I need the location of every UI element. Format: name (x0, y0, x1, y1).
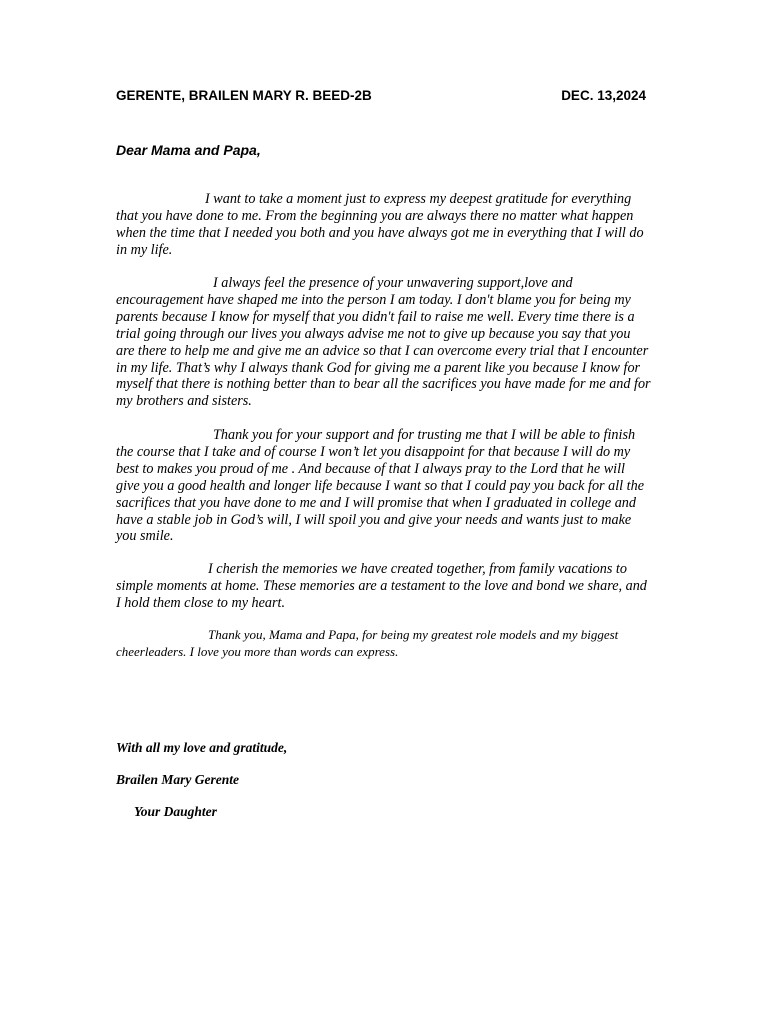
author-name-section: GERENTE, BRAILEN MARY R. BEED-2B (116, 88, 372, 103)
paragraph-text: I cherish the memories we have created together, from family vacations to simple moments at home. These memories are a testament to the love and bond we share, and I hold them close to my heart. (116, 561, 647, 611)
letter-paragraph-1 (116, 191, 652, 259)
letter-paragraph-2 (116, 275, 652, 410)
paragraph-text: Thank you, Mama and Papa, for being my greatest role models and my biggest cheerleaders. I love you more than words can express. (116, 627, 619, 659)
letter-paragraph-3 (116, 427, 652, 545)
paragraph-text: I want to take a moment just to express my deepest gratitude for everything that you have done to me. From the beginning you are always there no matter what happen when the time that I needed you both and you have always got me in everything that I will do in my life. (116, 191, 644, 258)
signature-relation: Your Daughter (134, 804, 217, 819)
salutation: Dear Mama and Papa, (116, 142, 261, 158)
signature-name: Brailen Mary Gerente (116, 772, 239, 787)
closing-line: With all my love and gratitude, (116, 740, 288, 755)
letter-header (116, 88, 646, 103)
letter-date: DEC. 13,2024 (561, 88, 646, 103)
paragraph-text: I always feel the presence of your unwavering support,love and encouragement have shaped me into the person I am today. I don't blame you for being my parents because I know for myself that you didn't fail to raise me well. Every time there is a trial going through our lives you always advise me not to give up because you say that you are there to help me and give me an advice so that I can overcome every trial that I encounter in my life. That’s why I always thank God for giving me a parent like you because I know for myself that there is nothing better than to bear all the sacrifices you have made for me and for my brothers and sisters. (116, 275, 651, 410)
paragraph-text: Thank you for your support and for trusting me that I will be able to finish the course that I take and of course I won’t let you disappoint for that because I will do my best to makes you proud of me . And because of that I always pray to the Lord that he will give you a good health and longer life because I want so that I could pay you back for all the sacrifices that you have done to me and I will promise that when I graduated in college and have a stable job in God’s will, I will spoil you and give your needs and wants just to make you smile. (116, 427, 644, 545)
letter-paragraph-4 (116, 561, 652, 612)
letter-paragraph-5 (116, 627, 652, 660)
